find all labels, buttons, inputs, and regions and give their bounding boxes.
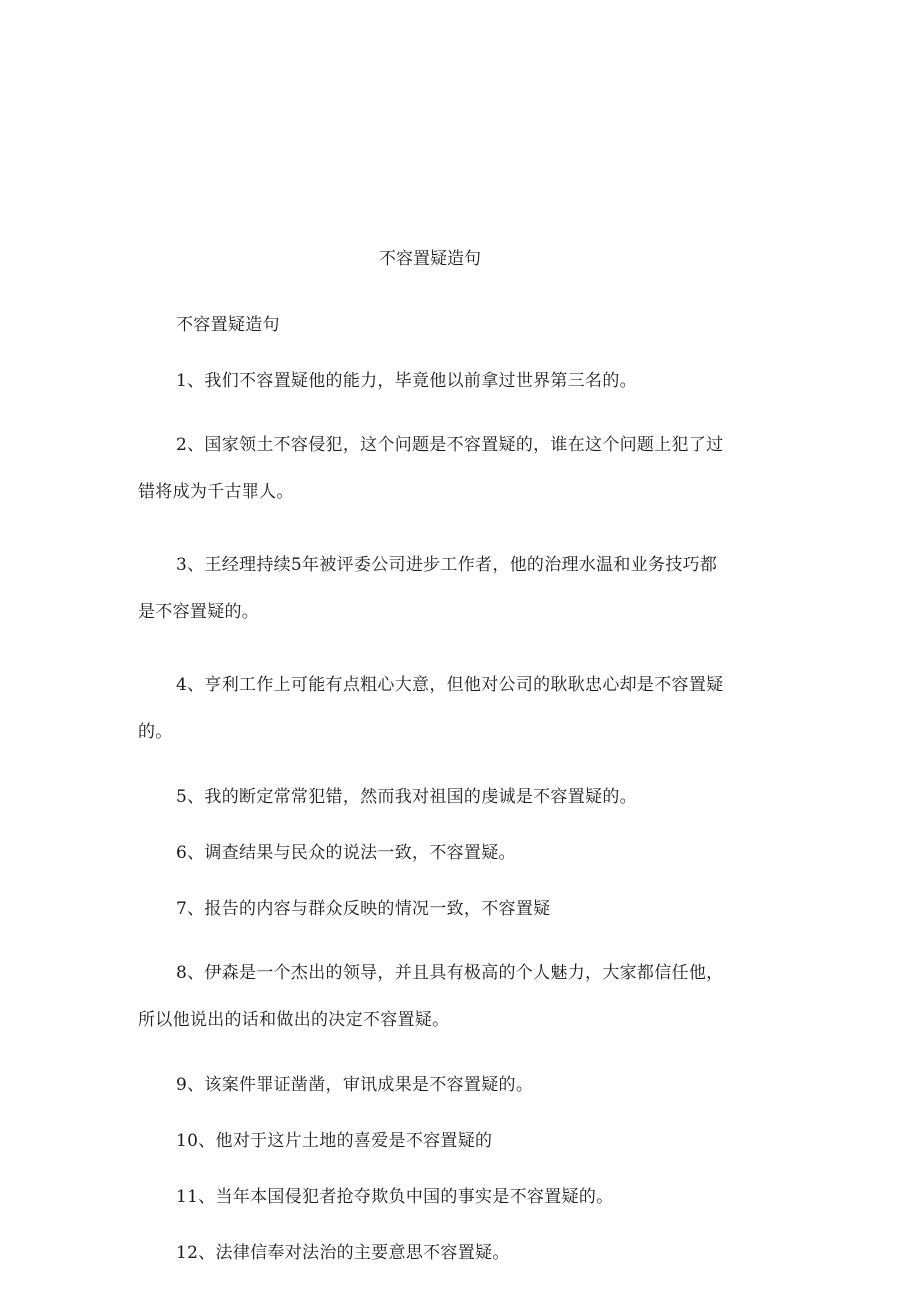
sentence-6: 6、调查结果与民众的说法一致，不容置疑。 bbox=[176, 843, 516, 863]
sentence-9: 9、该案件罪证凿凿，审讯成果是不容置疑的。 bbox=[176, 1075, 534, 1095]
sentence-4: 4、亨利工作上可能有点粗心大意，但他对公司的耿耿忠心却是不容置疑的。 bbox=[138, 675, 724, 742]
sentence-8: 8、伊森是一个杰出的领导，并且具有极高的个人魅力，大家都信任他，所以他说出的话和做出的决定不容置疑。 bbox=[138, 963, 724, 1030]
sentence-3: 3、王经理持续5年被评委公司进步工作者，他的治理水温和业务技巧都是不容置疑的。 bbox=[138, 555, 718, 622]
sentence-12: 12、法律信奉对法治的主要意思不容置疑。 bbox=[176, 1243, 510, 1263]
sentence-11: 11、当年本国侵犯者抢夺欺负中国的事实是不容置疑的。 bbox=[176, 1187, 614, 1207]
document-body bbox=[138, 310, 728, 1294]
document-title: 不容置疑造句 bbox=[379, 249, 481, 269]
sentence-1: 1、我们不容置疑他的能力，毕竟他以前拿过世界第三名的。 bbox=[176, 371, 637, 391]
document-subtitle: 不容置疑造句 bbox=[176, 315, 280, 335]
sentence-2: 2、国家领土不容侵犯，这个问题是不容置疑的，谁在这个问题上犯了过错将成为千古罪人。 bbox=[138, 435, 724, 502]
sentence-7: 7、报告的内容与群众反映的情况一致，不容置疑 bbox=[176, 899, 551, 919]
sentence-5: 5、我的断定常常犯错，然而我对祖国的虔诚是不容置疑的。 bbox=[176, 787, 637, 807]
sentence-10: 10、他对于这片土地的喜爱是不容置疑的 bbox=[176, 1131, 493, 1151]
